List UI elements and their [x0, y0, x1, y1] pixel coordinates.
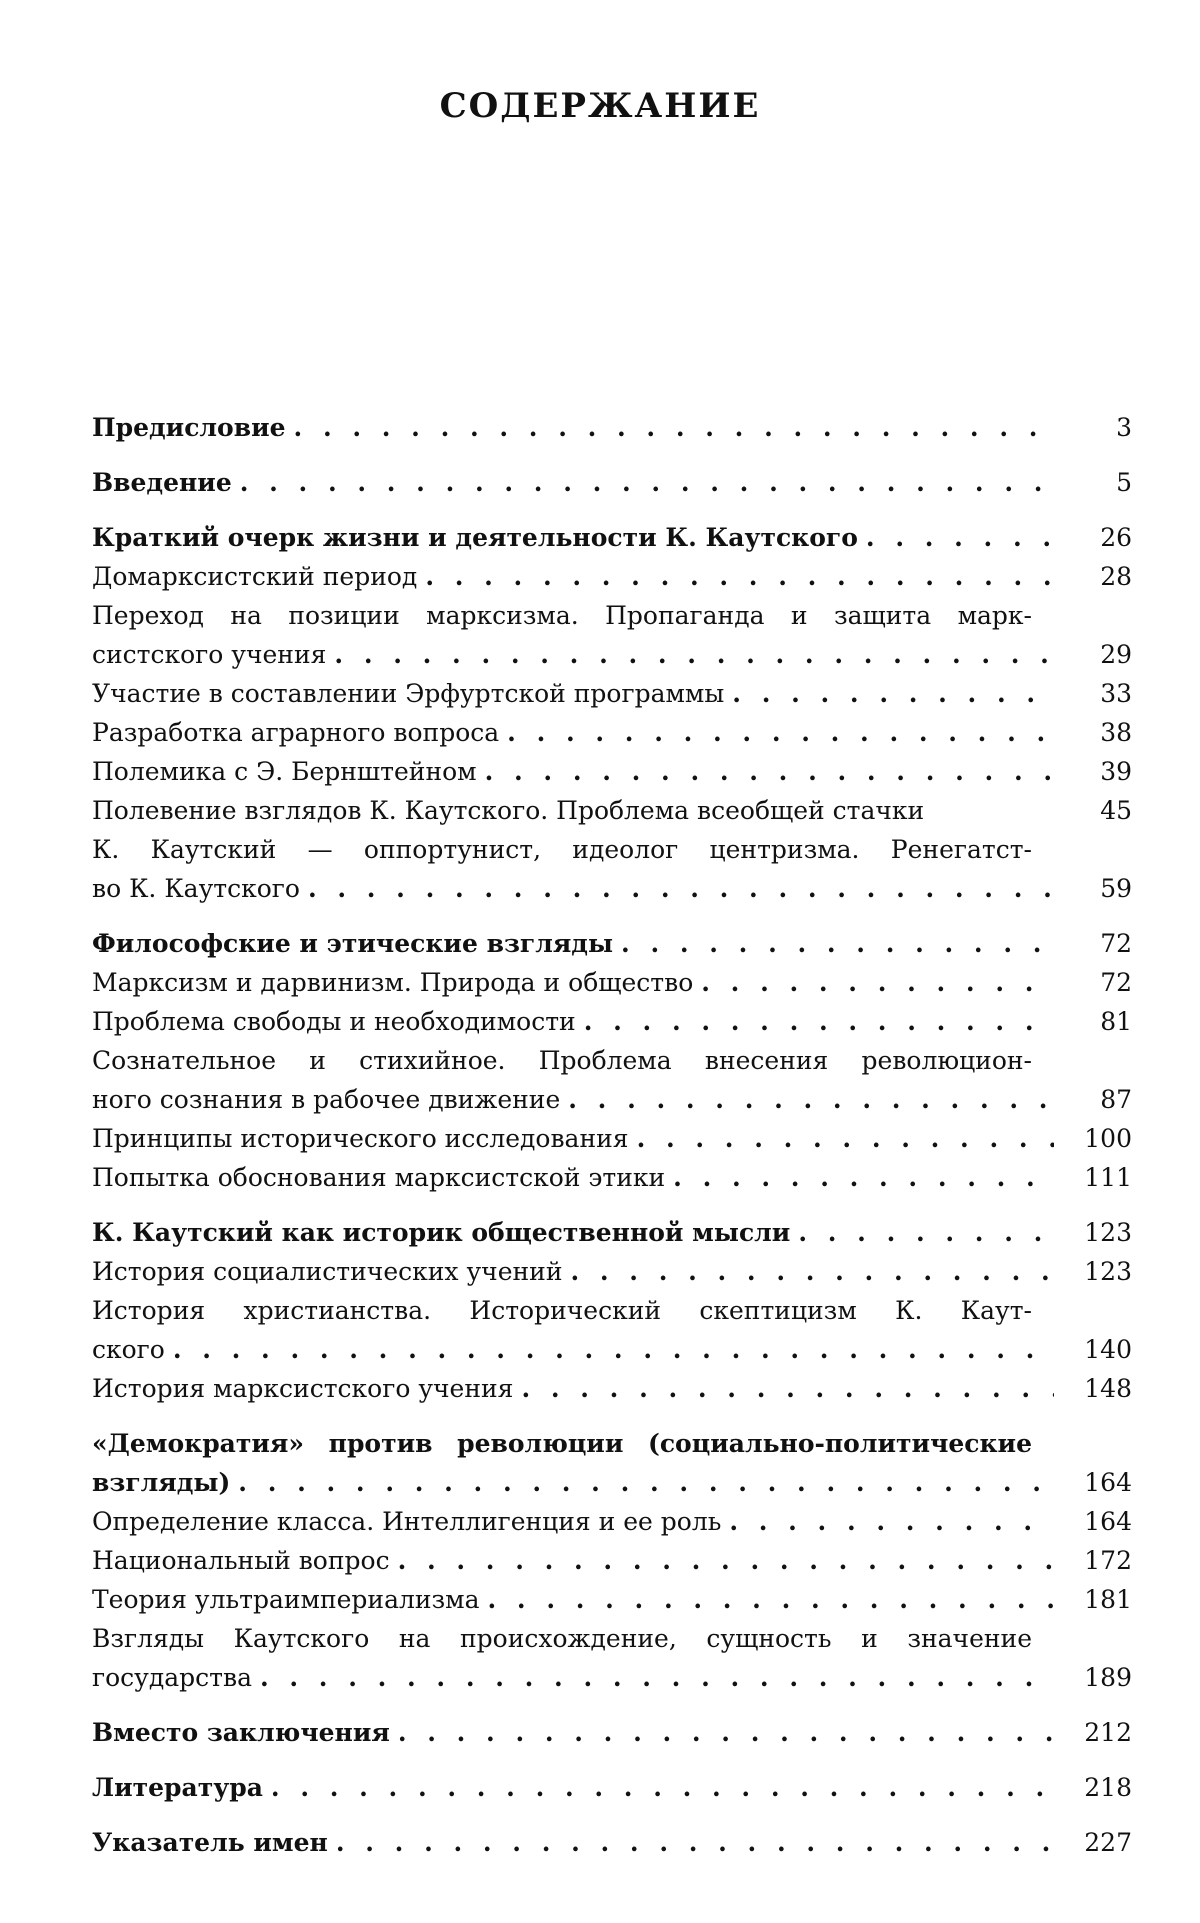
- toc-entry-label: Краткий очерк жизни и деятельности К. Каутского: [92, 523, 858, 552]
- toc-entry-label: Введение: [92, 468, 232, 497]
- toc-page-number: 218: [1084, 1773, 1132, 1802]
- toc-leader-dots: [521, 1369, 1054, 1408]
- toc-page-number: 172: [1084, 1546, 1132, 1575]
- toc-entry-label: ного сознания в рабочее движение: [92, 1085, 561, 1114]
- toc-entry-label: История марксистского учения: [92, 1374, 514, 1403]
- toc-entry: [92, 1213, 1132, 1252]
- toc-entry: [92, 1158, 1132, 1197]
- toc-entry-label: Сознательное и стихийное. Проблема внесения революцион-: [92, 1046, 1032, 1075]
- toc-page-number: 212: [1084, 1718, 1132, 1747]
- toc-page-number: 39: [1100, 757, 1132, 786]
- toc-entry-label: Определение класса. Интеллигенция и ее роль: [92, 1507, 722, 1536]
- toc-entry: [92, 1252, 1132, 1291]
- toc-leader-dots: [488, 1580, 1054, 1619]
- toc-entry: [92, 713, 1132, 752]
- toc-leader-dots: [570, 1252, 1054, 1291]
- toc-entry-line: [92, 1041, 1132, 1080]
- toc-page-number: 72: [1100, 929, 1132, 958]
- toc-entry-label: государства: [92, 1663, 252, 1692]
- toc-leader-dots: [173, 1330, 1054, 1369]
- toc-entry: [92, 635, 1132, 674]
- toc-entry-label: Литература: [92, 1773, 263, 1802]
- toc-leader-dots: [271, 1768, 1054, 1807]
- toc-entry-label: Проблема свободы и необходимости: [92, 1007, 576, 1036]
- toc-entry-label: Теория ультраимпериализма: [92, 1585, 480, 1614]
- toc-entry-line: [92, 596, 1132, 635]
- toc-entry-label: Предисловие: [92, 413, 286, 442]
- toc-page-number: 189: [1084, 1663, 1132, 1692]
- toc-entry: [92, 1768, 1132, 1807]
- toc-entry-label: История социалистических учений: [92, 1257, 563, 1286]
- toc-page-number: 164: [1084, 1468, 1132, 1497]
- toc-page-number: 140: [1084, 1335, 1132, 1364]
- toc-leader-dots: [336, 1823, 1054, 1862]
- toc-leader-dots: [729, 1502, 1054, 1541]
- toc-page-number: 81: [1100, 1007, 1132, 1036]
- toc-entry: [92, 1330, 1132, 1369]
- toc-leader-dots: [732, 674, 1054, 713]
- toc-entry: [92, 557, 1132, 596]
- toc-leader-dots: [507, 713, 1054, 752]
- toc-entry: [92, 752, 1132, 791]
- toc-entry-label: К. Каутский — оппортунист, идеолог центризма. Ренегатст-: [92, 835, 1032, 864]
- toc-leader-dots: [240, 463, 1054, 502]
- toc-entry-label: Национальный вопрос: [92, 1546, 390, 1575]
- toc-page-number: 5: [1116, 468, 1132, 497]
- toc-entry-line: [92, 1619, 1132, 1658]
- toc-leader-dots: [334, 635, 1054, 674]
- toc-entry-label: История христианства. Исторический скептицизм К. Каут-: [92, 1296, 1032, 1325]
- toc-page-number: 164: [1084, 1507, 1132, 1536]
- toc-entry-label: Взгляды Каутского на происхождение, сущность и значение: [92, 1624, 1032, 1653]
- toc-page-number: 45: [1100, 796, 1132, 825]
- toc-entry: [92, 1580, 1132, 1619]
- toc-page-number: 33: [1100, 679, 1132, 708]
- toc-entry: [92, 1713, 1132, 1752]
- toc-entry: [92, 518, 1132, 557]
- toc-entry-label: Указатель имен: [92, 1828, 328, 1857]
- toc-leader-dots: [485, 752, 1054, 791]
- toc-page-number: 26: [1100, 523, 1132, 552]
- toc-entry-label: Участие в составлении Эрфуртской программы: [92, 679, 725, 708]
- toc-entry: [92, 1502, 1132, 1541]
- toc-entry: [92, 1002, 1132, 1041]
- toc-entry: [92, 674, 1132, 713]
- toc-entry-label: Философские и этические взгляды: [92, 929, 614, 958]
- toc-page-number: 28: [1100, 562, 1132, 591]
- toc-entry-label: «Демократия» против революции (социально-политические: [92, 1429, 1032, 1458]
- toc-leader-dots: [260, 1658, 1054, 1697]
- toc-entry: [92, 1823, 1132, 1862]
- toc-entry-label: Домарксистский период: [92, 562, 418, 591]
- toc-entry-label: Вместо заключения: [92, 1718, 390, 1747]
- toc-leader-dots: [238, 1463, 1054, 1502]
- toc-leader-dots: [866, 518, 1054, 557]
- toc-page-number: 123: [1084, 1218, 1132, 1247]
- toc-page-number: 181: [1084, 1585, 1132, 1614]
- toc-page-number: 123: [1084, 1257, 1132, 1286]
- toc-leader-dots: [637, 1119, 1054, 1158]
- toc-entry: [92, 869, 1132, 908]
- toc-entry-label: Марксизм и дарвинизм. Природа и общество: [92, 968, 694, 997]
- toc-entry-line: [92, 830, 1132, 869]
- toc-entry-label: Попытка обоснования марксистской этики: [92, 1163, 666, 1192]
- toc-leader-dots: [308, 869, 1054, 908]
- toc-entry-label: Переход на позиции марксизма. Пропаганда и защита марк-: [92, 601, 1032, 630]
- toc-page-number: 87: [1100, 1085, 1132, 1114]
- toc-entry: [92, 791, 1132, 830]
- toc-entry-label: Полевение взглядов К. Каутского. Проблема всеобщей стачки: [92, 796, 925, 825]
- toc-entry-line: [92, 1424, 1132, 1463]
- toc-leader-dots: [673, 1158, 1054, 1197]
- toc-leader-dots: [621, 924, 1054, 963]
- toc-entry: [92, 463, 1132, 502]
- toc-page-number: 148: [1084, 1374, 1132, 1403]
- toc-page-number: 29: [1100, 640, 1132, 669]
- toc-entry: [92, 1369, 1132, 1408]
- toc-page-number: 72: [1100, 968, 1132, 997]
- toc-entry-label: систского учения: [92, 640, 327, 669]
- toc-entry: [92, 924, 1132, 963]
- toc-page-number: 227: [1084, 1828, 1132, 1857]
- toc-entry-label: ского: [92, 1335, 165, 1364]
- toc-leader-dots: [398, 1541, 1054, 1580]
- toc-entry-label: во К. Каутского: [92, 874, 300, 903]
- toc-page-number: 59: [1100, 874, 1132, 903]
- toc-entry: [92, 1463, 1132, 1502]
- toc-entry-line: [92, 1291, 1132, 1330]
- toc-entry-label: Разработка аграрного вопроса: [92, 718, 500, 747]
- toc-page-number: 111: [1084, 1163, 1132, 1192]
- toc-entry-label: Полемика с Э. Бернштейном: [92, 757, 477, 786]
- toc-leader-dots: [584, 1002, 1054, 1041]
- toc-entry-label: К. Каутский как историк общественной мысли: [92, 1218, 791, 1247]
- toc-leader-dots: [425, 557, 1054, 596]
- toc-page-number: 38: [1100, 718, 1132, 747]
- toc-leader-dots: [568, 1080, 1054, 1119]
- toc-leader-dots: [398, 1713, 1054, 1752]
- toc-leader-dots: [294, 408, 1054, 447]
- table-of-contents: [92, 408, 1132, 1862]
- toc-page-number: 100: [1084, 1124, 1132, 1153]
- toc-entry: [92, 1119, 1132, 1158]
- toc-entry-label: взгляды): [92, 1468, 231, 1497]
- toc-entry: [92, 1541, 1132, 1580]
- toc-entry: [92, 408, 1132, 447]
- toc-entry: [92, 963, 1132, 1002]
- toc-page-number: 3: [1116, 413, 1132, 442]
- toc-entry-label: Принципы исторического исследования: [92, 1124, 629, 1153]
- toc-entry: [92, 1658, 1132, 1697]
- toc-leader-dots: [798, 1213, 1054, 1252]
- toc-entry: [92, 1080, 1132, 1119]
- toc-leader-dots: [701, 963, 1054, 1002]
- page-title: СОДЕРЖАНИЕ: [439, 86, 761, 126]
